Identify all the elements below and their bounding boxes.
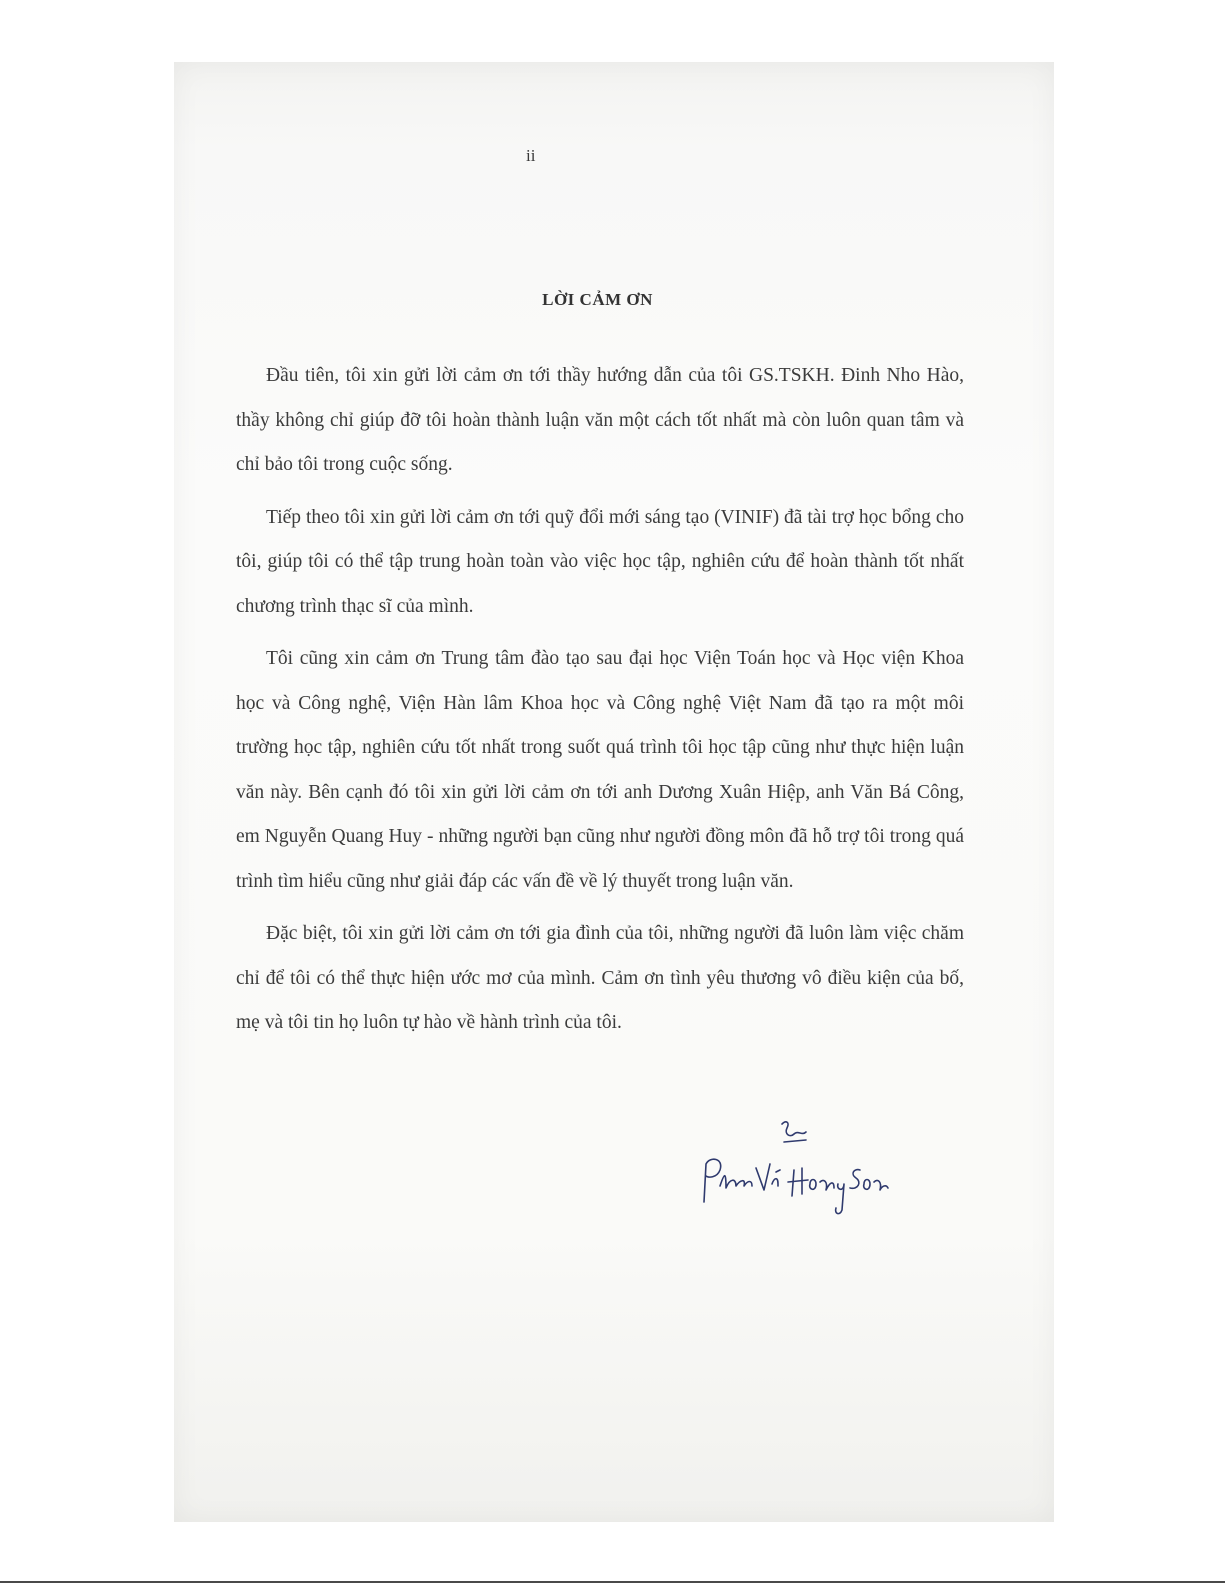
paragraph-3: Tôi cũng xin cảm ơn Trung tâm đào tạo sau đại học Viện Toán học và Học viện Khoa học và Công nghệ, Viện Hàn lâm Khoa học và Công nghệ Việt Nam đã tạo ra một môi trường học tập, nghiên cứu tốt nhất trong suốt quá trình tôi học tập cũng như thực hiện luận văn này. Bên cạnh đó tôi xin gửi lời cảm ơn tới anh Dương Xuân Hiệp, anh Văn Bá Công, em Nguyễn Quang Huy - những người bạn cũng như người đồng môn đã hỗ trợ tôi trong quá trình tìm hiểu cũng như giải đáp các vấn đề về lý thuyết trong luận văn. [236, 648, 964, 892]
acknowledgement-body [236, 354, 964, 1054]
page-title: LỜI CẢM ƠN [542, 290, 653, 309]
handwritten-signature [690, 1112, 890, 1222]
paragraph-2: Tiếp theo tôi xin gửi lời cảm ơn tới quỹ đổi mới sáng tạo (VINIF) đã tài trợ học bổng cho tôi, giúp tôi có thể tập trung hoàn toàn vào việc học tập, nghiên cứu để hoàn thành tốt nhất chương trình thạc sĩ của mình. [236, 506, 964, 617]
paragraph-4: Đặc biệt, tôi xin gửi lời cảm ơn tới gia đình của tôi, những người đã luôn làm việc chăm chỉ để tôi có thể thực hiện ước mơ của mình. Cảm ơn tình yêu thương vô điều kiện của bố, mẹ và tôi tin họ luôn tự hào về hành trình của tôi. [236, 923, 964, 1033]
page-number: ii [526, 146, 536, 165]
paragraph-1: Đầu tiên, tôi xin gửi lời cảm ơn tới thầy hướng dẫn của tôi GS.TSKH. Đinh Nho Hào, thầy không chỉ giúp đỡ tôi hoàn thành luận văn một cách tốt nhất mà còn luôn quan tâm và chỉ bảo tôi trong cuộc sống. [236, 365, 964, 475]
scan-edge-line [0, 1581, 1225, 1583]
